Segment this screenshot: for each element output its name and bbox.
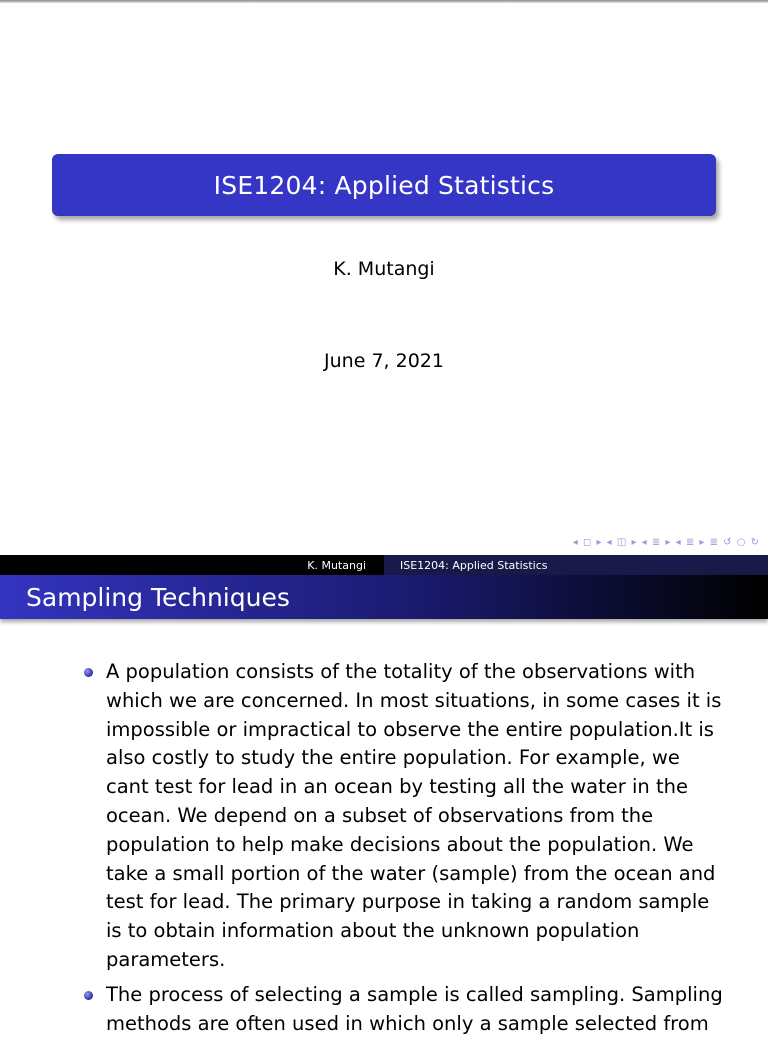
bullet-text: The process of selecting a sample is called sampling. Sampling methods are often used in which only a sample selected from [106, 982, 723, 1035]
presentation-title: ISE1204: Applied Statistics [213, 170, 555, 200]
slide-headline-bar [0, 555, 768, 575]
headline-author: K. Mutangi [307, 558, 366, 572]
bullet-text: A population consists of the totality of the observations with which we are concerned. In most situations, in some cases it is impossible or impractical to observe the entire population.It is also costly to study the entire population. For example, we cant test for lead in an ocean by testing all the water in the ocean. We depend on a subset of observations from the population to help make decisions about the population. We take a small portion of the water (sample) from the ocean and test for lead. The primary purpose in taking a random sample is to obtain information about the unknown population parameters. [106, 660, 722, 971]
title-box [52, 154, 716, 216]
slide-content [84, 658, 724, 1044]
bullet-icon [84, 668, 93, 677]
author-name: K. Mutangi [333, 258, 435, 280]
frame-title: Sampling Techniques [26, 582, 290, 612]
headline-title: ISE1204: Applied Statistics [384, 555, 768, 575]
presentation-date: June 7, 2021 [324, 350, 444, 372]
list-item [84, 658, 724, 975]
bullet-icon [84, 991, 93, 1000]
beamer-navigation-icons[interactable]: ◂ ◻ ▸ ◂ ◫ ▸ ◂ ≣ ▸ ◂ ≣ ▸ ≣ ↺ ○ ↻ [572, 537, 760, 548]
frame-title-bar [0, 575, 768, 619]
list-item [84, 981, 724, 1039]
